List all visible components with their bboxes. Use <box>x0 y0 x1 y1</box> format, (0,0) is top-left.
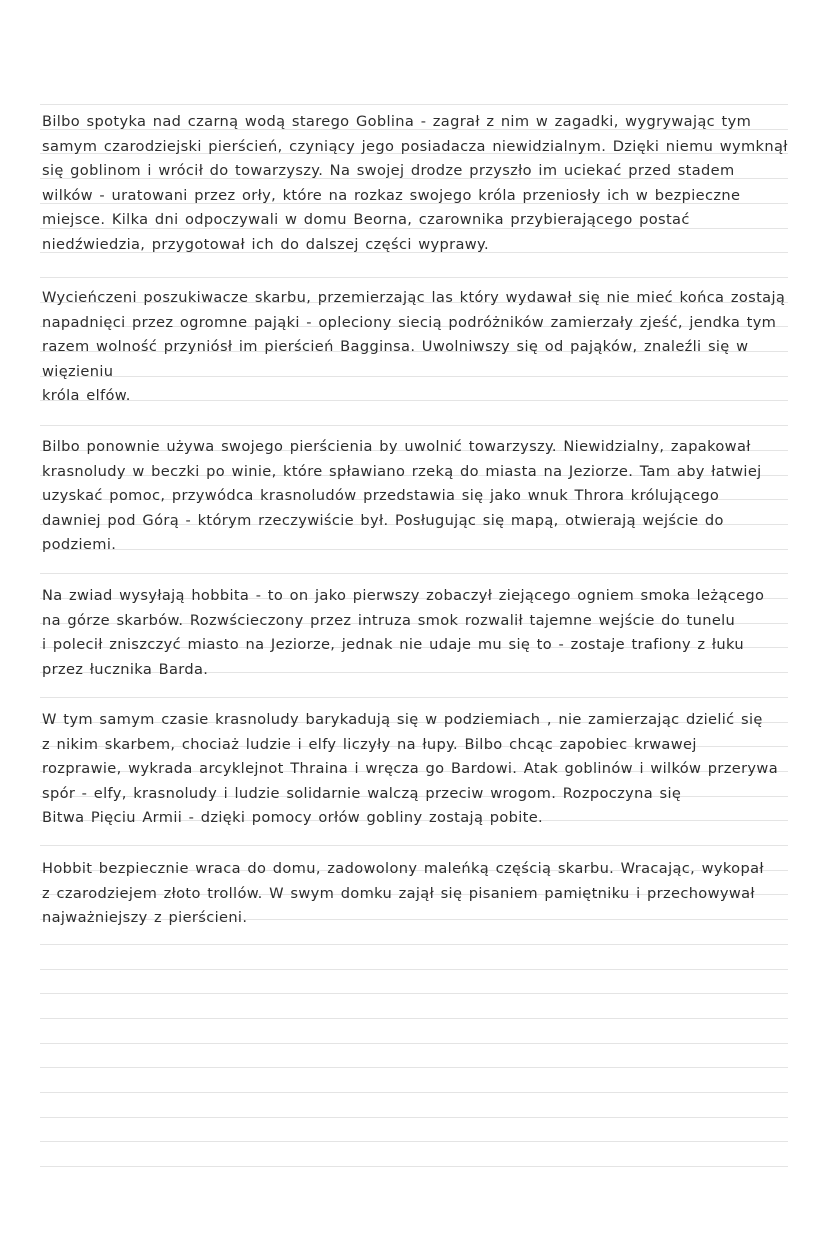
text-line: napadnięci przez ogromne pająki - opleciony siecią podróżników zamierzały zjeść, jendka tym <box>42 313 777 331</box>
ruled-line <box>40 1018 788 1019</box>
ruled-line <box>40 425 788 426</box>
ruled-line <box>40 1067 788 1068</box>
text-line: z czarodziejem złoto trollów. W swym domku zajął się pisaniem pamiętniku i przechowywał <box>42 884 755 902</box>
ruled-line <box>40 845 788 846</box>
ruled-line <box>40 1141 788 1142</box>
text-line: niedźwiedzia, przygotował ich do dalszej części wyprawy. <box>42 235 489 253</box>
text-line: króla elfów. <box>42 387 131 405</box>
text-line: się goblinom i wrócił do towarzyszy. Na swojej drodze przyszło im uciekać przed stadem <box>42 162 735 180</box>
text-line: uzyskać pomoc, przywódca krasnoludów przedstawia się jako wnuk Throra królującego <box>42 487 720 505</box>
paragraph-1 <box>42 110 792 258</box>
paragraph-4 <box>42 584 792 682</box>
text-line: krasnoludy w beczki po winie, które spławiano rzeką do miasta na Jeziorze. Tam aby łatwiej <box>42 462 762 480</box>
text-line: najważniejszy z pierścieni. <box>42 909 248 927</box>
ruled-line <box>40 1117 788 1118</box>
paragraph-5 <box>42 708 792 831</box>
paragraph-2 <box>42 286 792 409</box>
ruled-line <box>40 104 788 105</box>
text-line: z nikim skarbem, chociaż ludzie i elfy liczyły na łupy. Bilbo chcąc zapobiec krwawej <box>42 735 697 753</box>
text-line: wilków - uratowani przez orły, które na rozkaz swojego króla przeniosły ich w bezpieczne <box>42 186 741 204</box>
ruled-line <box>40 1043 788 1044</box>
text-line: spór - elfy, krasnoludy i ludzie solidarnie walczą przeciw wrogom. Rozpoczyna się <box>42 784 682 802</box>
text-line: przez łucznika Barda. <box>42 660 209 678</box>
text-line: na górze skarbów. Rozwścieczony przez intruza smok rozwalił tajemne wejście do tunelu <box>42 611 736 629</box>
text-line: Hobbit bezpiecznie wraca do domu, zadowolony maleńką częścią skarbu. Wracając, wykopał <box>42 860 764 877</box>
text-line: Bilbo spotyka nad czarną wodą starego Goblina - zagrał z nim w zagadki, wygrywając tym <box>42 113 752 130</box>
text-line: razem wolność przyniósł im pierścień Bagginsa. Uwolniwszy się od pająków, znaleźli się w <box>42 338 749 356</box>
text-line: dawniej pod Górą - którym rzeczywiście był. Posługując się mapą, otwierają wejście do <box>42 511 724 529</box>
ruled-line <box>40 573 788 574</box>
ruled-line <box>40 993 788 994</box>
text-line: więzieniu <box>42 362 114 380</box>
text-line: miejsce. Kilka dni odpoczywali w domu Beorna, czarownika przybierającego postać <box>42 211 690 229</box>
ruled-line <box>40 1166 788 1167</box>
text-line: rozprawie, wykrada arcyklejnot Thraina i wręcza go Bardowi. Atak goblinów i wilków przerywa <box>42 760 778 778</box>
text-line: samym czarodziejski pierścień, czyniący jego posiadacza niewidzialnym. Dzięki niemu wymknął <box>42 137 788 155</box>
ruled-line <box>40 697 788 698</box>
ruled-line <box>40 1092 788 1093</box>
text-line: i polecił zniszczyć miasto na Jeziorze, jednak nie udaje mu się to - zostaje trafiony z łuku <box>42 636 744 654</box>
paragraph-3 <box>42 435 792 558</box>
text-line: W tym samym czasie krasnoludy barykadują się w podziemiach , nie zamierzając dzielić się <box>42 711 763 728</box>
text-line: Wycieńczeni poszukiwacze skarbu, przemierzając las który wydawał się nie mieć końca zostają <box>42 289 786 306</box>
ruled-line <box>40 277 788 278</box>
text-line: Bitwa Pięciu Armii - dzięki pomocy orłów gobliny zostają pobite. <box>42 809 544 827</box>
text-line: Na zwiad wysyłają hobbita - to on jako pierwszy zobaczył ziejącego ogniem smoka leżącego <box>42 587 765 604</box>
ruled-line <box>40 944 788 945</box>
paragraph-6 <box>42 857 792 931</box>
text-line: Bilbo ponownie używa swojego pierścienia by uwolnić towarzyszy. Niewidzialny, zapakował <box>42 438 751 455</box>
text-line: podziemi. <box>42 536 117 554</box>
ruled-line <box>40 969 788 970</box>
